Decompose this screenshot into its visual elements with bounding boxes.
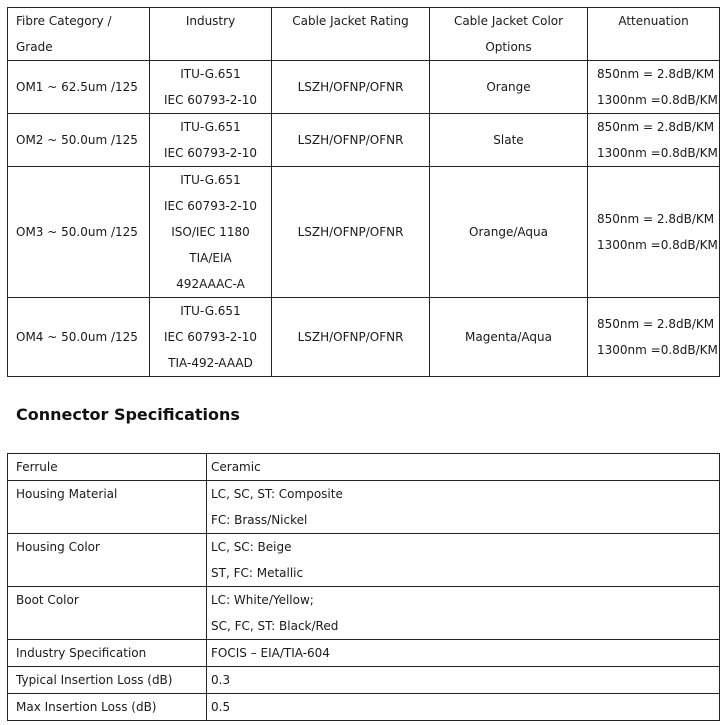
- table-row: [8, 481, 720, 534]
- industry-cell: [150, 114, 272, 167]
- spec-value-cell: [207, 667, 720, 694]
- header-fibre-category: Fibre Category / Grade: [8, 8, 150, 61]
- table-row: [8, 114, 720, 167]
- industry-line: TIA/EIA: [189, 251, 232, 265]
- industry-cell: [150, 298, 272, 377]
- attenuation-cell: [588, 298, 720, 377]
- jacket-color-cell: Slate: [430, 114, 588, 167]
- spec-label-cell: Typical Insertion Loss (dB): [8, 667, 207, 694]
- connector-spec-table: [7, 453, 720, 721]
- attenuation-line: 850nm = 2.8dB/KM: [597, 67, 715, 81]
- spec-value-cell: [207, 454, 720, 481]
- header-attenuation: Attenuation: [588, 8, 720, 61]
- industry-line: ISO/IEC 1180: [171, 225, 250, 239]
- spec-value-line: LC, SC, ST: Composite: [211, 487, 343, 501]
- spec-value-line: ST, FC: Metallic: [211, 566, 304, 580]
- fibre-category-cell: OM4 ~ 50.0um /125: [8, 298, 150, 377]
- spec-value-line: FC: Brass/Nickel: [211, 513, 308, 527]
- spec-value-cell: [207, 534, 720, 587]
- industry-line: IEC 60793-2-10: [163, 330, 258, 344]
- jacket-color-cell: Orange: [430, 61, 588, 114]
- table-row: [8, 167, 720, 298]
- table-header-row: [8, 8, 720, 61]
- spec-value-cell: [207, 640, 720, 667]
- connector-specifications-heading: Connector Specifications: [16, 405, 240, 424]
- industry-line: ITU-G.651: [180, 67, 241, 81]
- industry-cell: [150, 167, 272, 298]
- industry-cell: [150, 61, 272, 114]
- attenuation-cell: [588, 167, 720, 298]
- table-row: [8, 534, 720, 587]
- industry-line: IEC 60793-2-10: [163, 93, 258, 107]
- spec-value-line: SC, FC, ST: Black/Red: [211, 619, 339, 633]
- jacket-rating-cell: LSZH/OFNP/OFNR: [272, 61, 430, 114]
- spec-value-line: 0.5: [211, 700, 231, 714]
- attenuation-line: 850nm = 2.8dB/KM: [597, 212, 715, 226]
- fibre-spec-table: [7, 7, 720, 377]
- attenuation-line: 1300nm =0.8dB/KM: [597, 146, 718, 160]
- spec-value-line: Ceramic: [211, 460, 261, 474]
- spec-label-cell: Boot Color: [8, 587, 207, 640]
- attenuation-cell: [588, 114, 720, 167]
- attenuation-line: 1300nm =0.8dB/KM: [597, 343, 718, 357]
- header-cable-jacket-color: Cable Jacket Color Options: [430, 8, 588, 61]
- attenuation-line: 1300nm =0.8dB/KM: [597, 93, 718, 107]
- industry-line: 492AAAC-A: [176, 277, 245, 291]
- industry-line: ITU-G.651: [180, 304, 241, 318]
- spec-value-line: LC: White/Yellow;: [211, 593, 314, 607]
- industry-line: IEC 60793-2-10: [163, 146, 258, 160]
- spec-value-cell: [207, 694, 720, 721]
- fibre-category-cell: OM2 ~ 50.0um /125: [8, 114, 150, 167]
- spec-label-cell: Industry Specification: [8, 640, 207, 667]
- attenuation-line: 1300nm =0.8dB/KM: [597, 238, 718, 252]
- table-row: [8, 61, 720, 114]
- industry-line: ITU-G.651: [180, 120, 241, 134]
- spec-label-cell: Housing Color: [8, 534, 207, 587]
- spec-value-cell: [207, 587, 720, 640]
- jacket-rating-cell: LSZH/OFNP/OFNR: [272, 114, 430, 167]
- attenuation-line: 850nm = 2.8dB/KM: [597, 120, 715, 134]
- industry-line: TIA-492-AAAD: [168, 356, 253, 370]
- table-row: [8, 694, 720, 721]
- fibre-category-cell: OM3 ~ 50.0um /125: [8, 167, 150, 298]
- table-row: [8, 298, 720, 377]
- table-row: [8, 640, 720, 667]
- fibre-category-cell: OM1 ~ 62.5um /125: [8, 61, 150, 114]
- jacket-color-cell: Orange/Aqua: [430, 167, 588, 298]
- attenuation-cell: [588, 61, 720, 114]
- spec-value-cell: [207, 481, 720, 534]
- spec-value-line: 0.3: [211, 673, 231, 687]
- header-cable-jacket-rating: Cable Jacket Rating: [272, 8, 430, 61]
- jacket-color-cell: Magenta/Aqua: [430, 298, 588, 377]
- header-industry: Industry: [150, 8, 272, 61]
- jacket-rating-cell: LSZH/OFNP/OFNR: [272, 167, 430, 298]
- jacket-rating-cell: LSZH/OFNP/OFNR: [272, 298, 430, 377]
- spec-value-line: FOCIS – EIA/TIA-604: [211, 646, 330, 660]
- industry-line: IEC 60793-2-10: [163, 199, 258, 213]
- spec-label-cell: Housing Material: [8, 481, 207, 534]
- table-row: [8, 587, 720, 640]
- table-row: [8, 454, 720, 481]
- spec-label-cell: Ferrule: [8, 454, 207, 481]
- industry-line: ITU-G.651: [180, 173, 241, 187]
- table-row: [8, 667, 720, 694]
- spec-label-cell: Max Insertion Loss (dB): [8, 694, 207, 721]
- spec-value-line: LC, SC: Beige: [211, 540, 292, 554]
- attenuation-line: 850nm = 2.8dB/KM: [597, 317, 715, 331]
